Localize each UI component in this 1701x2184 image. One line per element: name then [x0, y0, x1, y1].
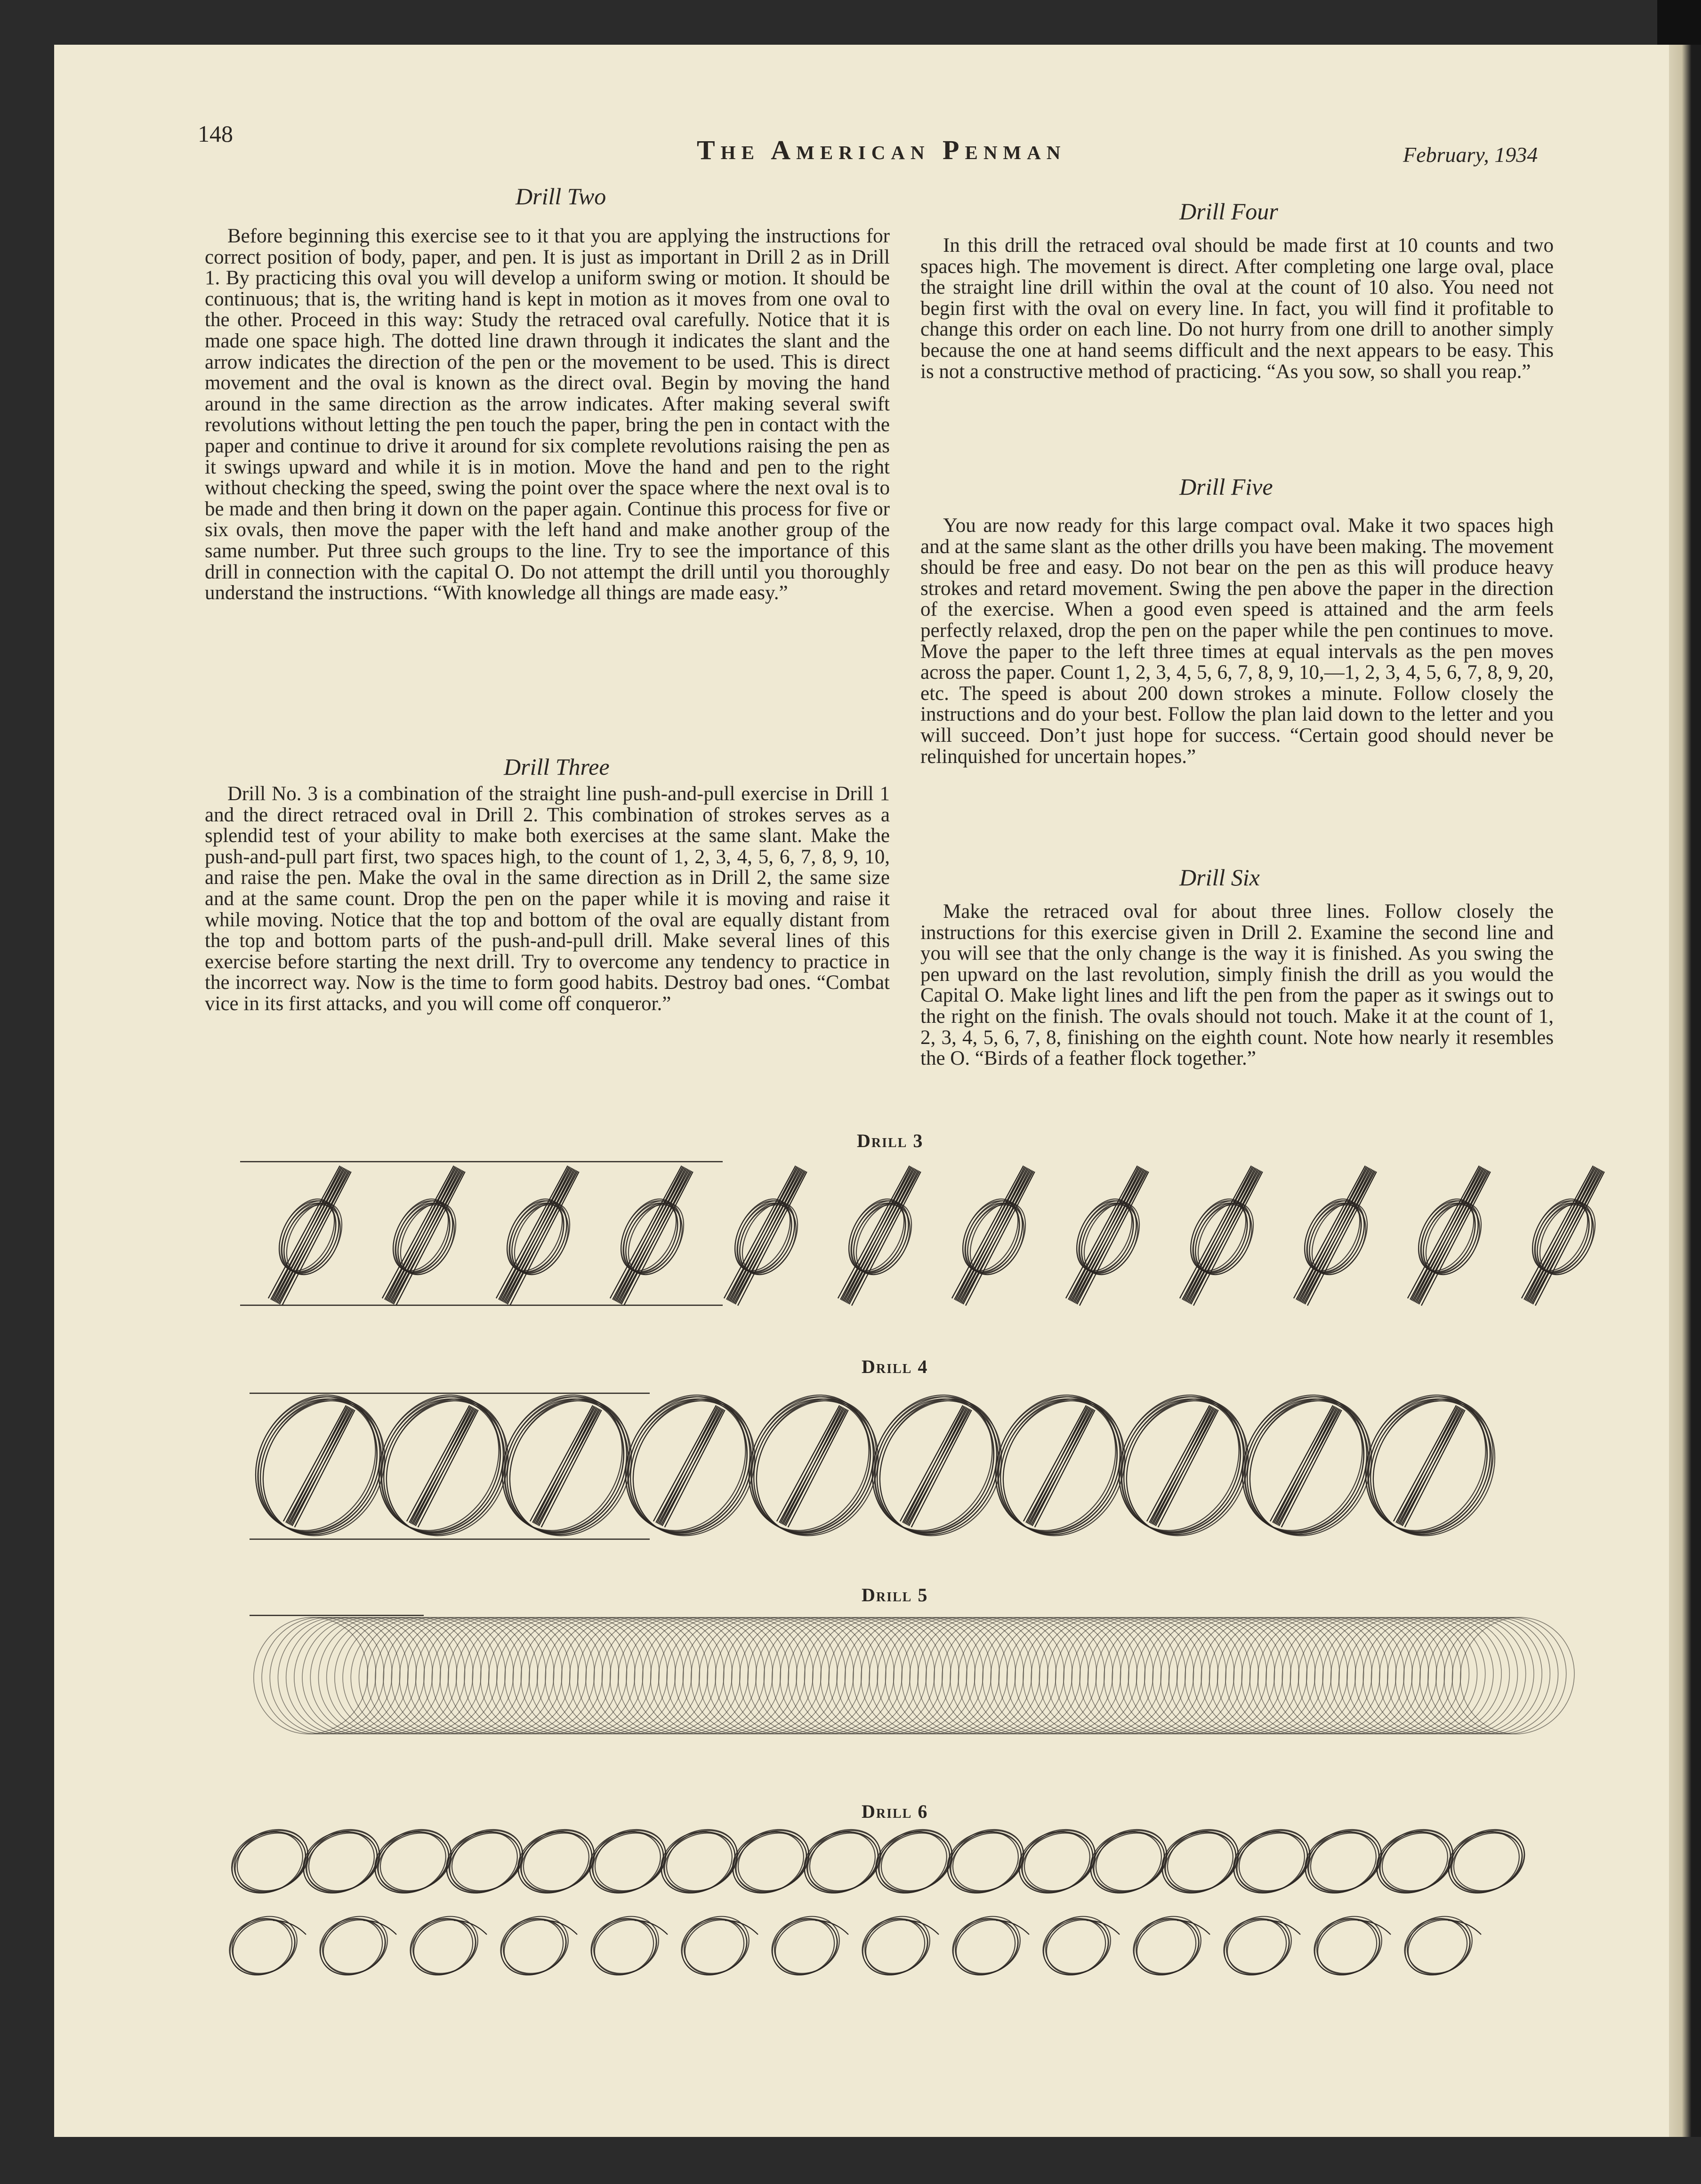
drill-4-figure	[233, 1374, 1519, 1557]
drill-4-push-pull-stroke	[784, 1409, 847, 1526]
drill-4-push-pull	[653, 1405, 726, 1527]
drill-4-push-pull-stroke	[908, 1409, 970, 1526]
drill-6-row2-oval	[763, 1906, 849, 1985]
drill-6-row2-oval-stroke	[855, 1906, 939, 1984]
heading-drill-six: Drill Six	[1179, 864, 1260, 891]
drill-6-row2-oval-stroke	[403, 1906, 487, 1984]
drill-4-push-pull-stroke	[1029, 1407, 1091, 1524]
drill-3-push-pull-stroke	[964, 1172, 1036, 1305]
drill-3-push-pull-stroke	[1533, 1172, 1606, 1305]
drill-3-push-pull-stroke	[952, 1165, 1024, 1299]
drill-4-push-pull-stroke	[1273, 1406, 1335, 1523]
drill-4-push-pull-stroke	[1147, 1405, 1209, 1522]
drill-3-push-pull-stroke	[1078, 1172, 1150, 1305]
drill-6-row2-oval-stroke	[223, 1906, 306, 1984]
drill-6-row2-oval-stroke	[946, 1906, 1030, 1984]
drill-4-push-pull-stroke	[1399, 1407, 1461, 1524]
heading-drill-three: Drill Three	[504, 754, 610, 780]
drill-6-figure	[220, 1818, 1535, 1985]
drill-4-push-pull-stroke	[412, 1407, 475, 1524]
drill-3-push-pull-stroke	[1294, 1165, 1365, 1299]
drill-3-push-pull-stroke	[724, 1165, 796, 1299]
drill-4-push-pull	[777, 1405, 850, 1527]
drill-6-row2-oval-stroke	[765, 1906, 849, 1984]
drill-6-row2-oval	[1124, 1906, 1210, 1985]
drill-6-row1-oval	[1438, 1818, 1535, 1904]
drill-3-push-pull-stroke	[1180, 1165, 1251, 1299]
drill-4-push-pull	[900, 1405, 973, 1527]
drill-4-push-pull-stroke	[661, 1409, 724, 1526]
drill-4-push-pull-stroke	[1270, 1405, 1333, 1522]
drill-6-row2-oval-stroke	[1036, 1906, 1120, 1984]
drill-6-row2-oval-stroke	[1127, 1906, 1210, 1984]
drill-3-push-pull-stroke	[1192, 1172, 1264, 1305]
drill-4-push-pull-stroke	[532, 1406, 595, 1523]
drill-4-push-pull	[283, 1405, 356, 1527]
drill-4-push-pull-stroke	[1401, 1409, 1464, 1526]
drill-4-push-pull-stroke	[1026, 1406, 1088, 1523]
masthead: The American Penman	[697, 135, 1066, 165]
body-drill-two: Before beginning this exercise see to it that you are applying the instructions for correct position of body, paper, and pen. It is just as important in Drill 2 as in Drill 1. By practicing this oval you will develop a uniform swing or motion. It should be continuous; that is, the writing hand is kept in motion as it moves from one oval to the other. Proceed in this way: Study the retraced oval carefully. Notice that it is made one space high. The dotted line drawn through it indicates the slant and the arrow indicates the direction of the pen or the movement to be used. This is direct movement and the oval is known as the direct oval. Begin by moving the hand around in the same direction as the arrow indicates. After making several swift revolutions without letting the pen touch the paper, bring the pen in contact with the paper and continue to drive it around for six complete revolutions raising the pen as it swings upward and while it is in motion. Move the hand and pen to the right without checking the speed, swing the point over the space where the next oval is to be made and then bring it down on the paper again. Continue this process for five or six ovals, then move the paper with the left hand and make another group of the same number. Put three such groups to the line. Try to see the importance of this drill in connection with the capital O. Do not attempt the drill until you thoroughly understand the instructions. “With knowledge all things are made easy.”	[205, 225, 890, 604]
drill-4-push-pull-stroke	[289, 1407, 351, 1524]
drill-4-push-pull-stroke	[905, 1407, 968, 1524]
drill-3-push-pull-stroke	[1066, 1165, 1137, 1299]
drill-4-push-pull-stroke	[1149, 1406, 1212, 1523]
drill-3-push-pull-stroke	[496, 1165, 568, 1299]
drill-4-push-pull-stroke	[779, 1406, 842, 1523]
page-number: 148	[198, 120, 233, 147]
heading-drill-two: Drill Two	[516, 183, 606, 209]
drill-3-push-pull-stroke	[622, 1172, 694, 1305]
drill-4-push-pull-stroke	[786, 1410, 850, 1527]
drill-4-push-pull-stroke	[1024, 1405, 1086, 1522]
drill-4-push-pull-stroke	[540, 1410, 603, 1527]
drill-3-push-pull-stroke	[382, 1165, 454, 1299]
drill-4-push-pull-stroke	[663, 1410, 726, 1527]
drill-4-push-pull-stroke	[900, 1405, 963, 1522]
drill-4-push-pull-stroke	[1033, 1410, 1096, 1527]
body-drill-five: You are now ready for this large compact oval. Make it two spaces high and at the same slant as the other drills you have been making. The movement should be free and easy. Do not bear on the pen as this will produce heavy strokes and retard movement. Swing the pen above the paper in the direction of the exercise. When a good even speed is attained and the arm feels perfectly relaxed, drop the pen on the paper while the pen continues to move. Move the paper to the left three times at equal intervals as the pen moves across the paper. Count 1, 2, 3, 4, 5, 6, 7, 8, 9, 10,—1, 2, 3, 4, 5, 6, 7, 8, 9, 20, etc. The speed is about 200 down strokes a minute. Follow closely the instructions and do your best. Follow the plan laid down to the letter and you will succeed. Don’t just hope for success. “Certain good should never be relinquished for uncertain hopes.”	[920, 514, 1554, 768]
drill-4-push-pull-stroke	[659, 1407, 721, 1524]
label-drill-4: Drill 4	[862, 1356, 928, 1377]
issue-date: February, 1934	[1403, 143, 1538, 167]
drill-4-push-pull-stroke	[1156, 1410, 1220, 1527]
body-drill-six: Make the retraced oval for about three lines. Follow closely the instructions for this exercise given in Drill 2. Examine the second line and you will see that the only change is the way it is finished. As you swing the pen upward on the last revolution, simply finish the drill as you would the Capital O. Make light lines and lift the pen from the paper as it swings out to the right on the finish. The ovals should not touch. Make it at the count of 1, 2, 3, 4, 5, 6, 7, 8, finishing on the eighth count. Note how nearly it resembles the O. “Birds of a feather flock together.”	[920, 900, 1554, 1070]
drill-3-push-pull-stroke	[1306, 1172, 1378, 1305]
heading-drill-four: Drill Four	[1179, 198, 1278, 225]
drill-4-push-pull-stroke	[293, 1410, 356, 1527]
drill-4-push-pull-stroke	[286, 1406, 348, 1523]
drill-4-push-pull	[1024, 1405, 1096, 1527]
drill-3-push-pull-stroke	[280, 1172, 353, 1305]
drill-6-row2-oval-stroke	[584, 1906, 668, 1984]
drill-3-push-pull-stroke	[268, 1165, 340, 1299]
drill-4-push-pull	[1147, 1405, 1220, 1527]
drill-6-row2-oval	[401, 1906, 487, 1985]
drill-6-row2-oval-stroke	[1217, 1906, 1301, 1984]
drill-3-push-pull-stroke	[1522, 1165, 1593, 1299]
drill-5-figure	[233, 1597, 1595, 1754]
drill-4-push-pull-stroke	[409, 1406, 472, 1523]
drill-4-push-pull-stroke	[1394, 1405, 1456, 1522]
drill-4-push-pull-stroke	[903, 1406, 965, 1523]
drill-6-row2-oval-stroke	[1398, 1906, 1482, 1984]
drill-3-push-pull-stroke	[508, 1172, 580, 1305]
drill-5-compact-oval	[233, 1597, 1595, 1754]
drill-6-row2-oval-stroke	[313, 1906, 397, 1984]
drill-6-row2-oval	[1034, 1906, 1120, 1985]
drill-4-push-pull-stroke	[653, 1405, 716, 1522]
drill-6-row2-oval	[492, 1906, 578, 1985]
drill-4-push-pull-stroke	[407, 1405, 469, 1522]
drill-4-push-pull-stroke	[291, 1409, 354, 1526]
drill-6-row2-oval-stroke	[675, 1906, 758, 1984]
drill-4-push-pull-stroke	[1152, 1407, 1215, 1524]
drill-4-push-pull	[1270, 1405, 1343, 1527]
drill-4-push-pull-stroke	[910, 1410, 973, 1527]
drill-6-row2-oval	[672, 1906, 758, 1985]
drill-6-row2-oval-stroke	[1307, 1906, 1391, 1984]
drill-4-push-pull-stroke	[656, 1406, 718, 1523]
drill-3-push-pull-stroke	[1408, 1165, 1479, 1299]
drill-3-push-pull-stroke	[1419, 1172, 1492, 1305]
drill-4-push-pull	[1394, 1405, 1467, 1527]
drill-3-push-pull-stroke	[838, 1165, 910, 1299]
drill-4-push-pull-stroke	[1280, 1410, 1343, 1527]
drill-3-push-pull-stroke	[736, 1172, 808, 1305]
heading-drill-five: Drill Five	[1179, 474, 1273, 500]
drill-6-row2-oval	[1215, 1906, 1301, 1985]
body-drill-four: In this drill the retraced oval should be made first at 10 counts and two spaces high. The movement is direct. After completing one large oval, place the straight line drill within the oval at the count of 10 also. You need not begin first with the oval on every line. In fact, you will find it profitable to change this order on each line. Do not hurry from one drill to another simply because the one at hand seems difficult and the next appears to be easy. This is not a constructive method of practicing. “As you sow, so shall you reap.”	[920, 234, 1554, 383]
drill-4-push-pull-stroke	[530, 1405, 593, 1522]
drill-3-push-pull-stroke	[394, 1172, 467, 1305]
body-drill-three: Drill No. 3 is a combination of the straight line push-and-pull exercise in Drill 1 and the direct retraced oval in Drill 2. This combination of strokes serves as a splendid test of your ability to make both exercises at the same slant. Make the push-and-pull part first, two spaces high, to the count of 1, 2, 3, 4, 5, 6, 7, 8, 9, 10, and raise the pen. Make the oval in the same direction as in Drill 2, the same size and at the same count. Drop the pen on the paper while it is moving and raise it while moving. Notice that the top and bottom of the oval are equally distant from the top and bottom parts of the push-and-pull drill. Make several lines of this exercise before starting the next drill. Try to overcome any tendency to practice in the incorrect way. Now is the time to form good habits. Destroy bad ones. “Combat vice in its first attacks, and you will come off conqueror.”	[205, 783, 890, 1015]
label-drill-5: Drill 5	[862, 1584, 928, 1606]
drill-3-figure	[240, 1162, 1606, 1306]
drill-4-push-pull-stroke	[1275, 1407, 1338, 1524]
drill-6-row2-oval	[1395, 1906, 1482, 1985]
drill-4-push-pull-stroke	[1278, 1409, 1340, 1526]
drill-6-row2-oval	[853, 1906, 939, 1985]
drill-4-push-pull-stroke	[1396, 1406, 1459, 1523]
drill-4-push-pull	[407, 1405, 480, 1527]
drill-4-push-pull-stroke	[1403, 1410, 1467, 1527]
drill-4-push-pull-stroke	[777, 1405, 839, 1522]
drill-4-push-pull-stroke	[1154, 1409, 1217, 1526]
drill-6-row2-oval-stroke	[494, 1906, 578, 1984]
drill-4-push-pull-stroke	[535, 1407, 598, 1524]
drill-6-row2-oval	[943, 1906, 1030, 1985]
drill-4-push-pull-stroke	[782, 1407, 845, 1524]
drill-3-push-pull-stroke	[850, 1172, 922, 1305]
drill-4-push-pull-stroke	[1031, 1409, 1094, 1526]
drill-6-row2-oval	[1305, 1906, 1391, 1985]
drill-3-push-pull-stroke	[610, 1165, 682, 1299]
drill-4-push-pull	[530, 1405, 603, 1527]
drill-4-push-pull-stroke	[414, 1409, 477, 1526]
label-drill-6: Drill 6	[862, 1801, 928, 1822]
drill-6-row2-oval	[582, 1906, 668, 1985]
drill-6-row2-oval	[220, 1906, 306, 1985]
label-drill-3: Drill 3	[857, 1130, 924, 1151]
drill-4-push-pull-stroke	[538, 1409, 600, 1526]
drill-6-row2-oval	[311, 1906, 397, 1985]
drill-4-push-pull-stroke	[283, 1405, 346, 1522]
drill-4-push-pull-stroke	[416, 1410, 480, 1527]
